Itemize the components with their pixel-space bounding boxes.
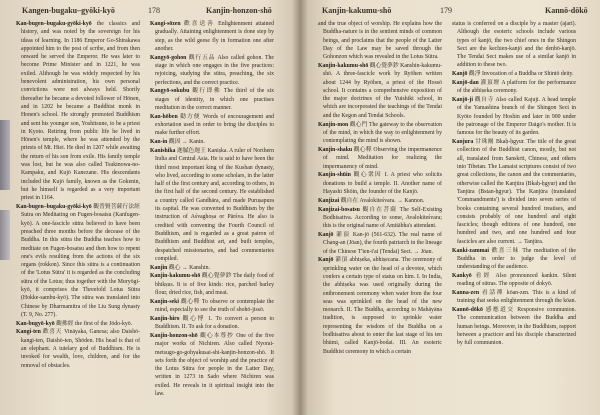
entry-definition: 觀因 → Kanin. (168, 139, 205, 146)
page-number: 178 (148, 6, 160, 15)
entry-definition: 歡喜天 Vināyaka, Ganesa; also Daishō-kangi-ten, Daishō-ten, Shōden. His head is that of an elephant. A tutelary god of Buddhism. He is invoked for wealth, love, children, and for the removal of obstacles. (21, 329, 140, 369)
entry-headword: Kan-bugen–bugaku-gyōki-kyō (16, 204, 94, 211)
entry-definition: status is conferred on a disciple by a master (ajari). Although the esoteric schools include various types of kanjō, the two chief ones in the Shingon Sect are the kechien-kanjō and the denbō-kanjō. The Tendai Sect makes use of a similar kanjō in addition to these two. (452, 21, 576, 69)
entry-definition: 觀心本尊抄 One of the five major works of Nichiren. Also called Nyorai-metsugo-go-gohyakusai-shi-kanjin-honzon-shō. It sets forth the object of worship and the practice of the Lotus Sūtra for people in the Latter Day, written in 1273 in Sado where Nichiren was exiled. He reveals in it spiritual insight into the law. (155, 332, 274, 398)
entry-headword: Kanjizai (318, 197, 341, 204)
entry-definition: 歡喜送善 Enlightenment attained gradually. Attaining enlightenment is done step by step, as the wild geese fly in formation one after another. (155, 21, 274, 52)
entry-headword: Kanjin-shūin (318, 172, 354, 179)
dictionary-entry (318, 121, 442, 146)
entry-definition: 看話禪 kōan-zen. This is a kind of training that seeks enlightenment through the kōan. (457, 290, 576, 305)
dictionary-entry (150, 147, 274, 263)
dictionary-entry (150, 20, 274, 53)
entry-definition: 勸方便 Words of encouragement and exhortation used in order to bring the disciples to make further effort. (155, 113, 274, 137)
entry-headword: Kanki-zammai (452, 247, 492, 254)
dictionary-entry (452, 306, 576, 347)
dictionary-entry (150, 113, 274, 138)
text-column (452, 20, 576, 412)
entry-definition: 觀佛經 the first of the Jōdo-kyō. (56, 320, 133, 327)
entry-definition: 觀自在 Avalokiteśvara. → Kannon. (340, 197, 425, 204)
entry-definition: the classics and history, and was noted by the sovereign for his ideas of learning. In 1186 Emperor Go-Shirakawa appointed him to the post of scribe, and from then onward he served the Emperor. He was later to become Prime Minister and in 1221, he was exiled. Although he was widely respected by his benevolent administration, his own personal convictions were not always held. Shortly thereafter he became a devoted follower of Hōnen, and in 1202 he became a Buddhist monk in Honen's school. He strongly promoted Buddhism and sent his younger son, Yoshitsune, to be a priest in Kyoto. Retiring from public life he lived in Hōnen's temple, where he was attended by the priests of Mt. Hiei. He died in 1207 while awaiting the return of his son from exile. His family temple was lost, but he was also called Tsukinowa-no-Kampaku, and Kujō Kanezane. His descendants included the Kujō family, known as the Gokenin, but he himself is regarded as a very important priest in 1164. (21, 21, 140, 202)
entry-definition: and the true object of worship. He explains how the Buddha-nature is in the sentient minds of common beings, and proclaims that the people of the Latter Day of the Law may be saved through the Gohonzon which was revealed in the Lotus Sūtra. (318, 21, 442, 61)
entry-headword: Kanjō (318, 231, 337, 238)
dictionary-entry (150, 332, 274, 398)
entry-headword: Kanjin-shaku (318, 146, 354, 153)
dictionary-entry (452, 138, 576, 246)
book-gutter (292, 0, 308, 415)
entry-definition: 觀心覺夢鈔 The daily food of bhikṣus. It is of five kinds: rice, parched barley flour, dried rice, fish, and meat. (155, 273, 274, 296)
dictionary-entry (150, 315, 274, 332)
dictionary-entry (318, 206, 442, 231)
entry-definition: 觀淨 Invocation of a Buddha or Shintō deity. (468, 71, 574, 78)
entry-headword: Kanjin-kakumu-shō (318, 62, 370, 69)
entry-definition: 觀心釋 Observing the impermanence of mind. Meditation for realizing the impermanency of mind. (323, 146, 442, 170)
dictionary-entry (452, 70, 576, 78)
entry-headword: Kanjō (318, 257, 336, 264)
entry-headword: Kanishika (150, 147, 177, 154)
dictionary-entry (318, 197, 442, 205)
entry-definition: 觀心博 1. To convert a person to Buddhism. II. To ask for a donation. (155, 315, 274, 331)
entry-headword: Kankyō (452, 272, 476, 279)
entry-headword: Kanjin-honzon-shō (150, 332, 201, 339)
dictionary-entry (318, 62, 442, 120)
entry-definition: 灌頂 abhiṣeka, abhiṣecana. The ceremony of sprinkling water on the head of a devotee, which confers a certain type of status on him. I. In India, the abhiṣeka was used originally during the enthronement ceremony when water from the four seas was sprinkled on the head of the new monarch. II. The Buddha, according to Mahāyāna tradition, is supposed to sprinkle water representing the wisdom of the Buddha on a bodhisattva about to enter the last stage of his ten bhūmi, called Kanjō-bodai. III. An esoteric Buddhist ceremony in which a certain (323, 257, 442, 355)
text-column (150, 20, 274, 412)
entry-headword: Kanjin-hiro (150, 315, 183, 322)
entry-headword: Kanjō (452, 71, 469, 78)
dictionary-entry (16, 328, 140, 369)
entry-headword: Kan-bugyō-kyō (16, 320, 57, 327)
entry-headword: Kanjin-seki (150, 298, 181, 305)
text-column (16, 20, 140, 412)
dictionary-entry (452, 289, 576, 306)
page-number: 179 (440, 6, 452, 15)
dictionary-entry (16, 203, 140, 319)
entry-definition: 觀心釋 To observe or contemplate the mind, especially to see the truth of shohō-jissō. (155, 298, 274, 314)
dictionary-entry (452, 96, 576, 137)
entry-definition: 看經 Also pronounced kankin. Silent reading of sūtras. The opposite of dokyō. (457, 272, 576, 288)
entry-definition: 歡喜三昧 The meditation of the Buddha in order to judge the level of understanding of the audience. (457, 247, 576, 271)
entry-definition: 灌頂 Kan-jō (561-632). The real name of Chang-an (Jōan), the fourth patriarch in the lineage of the Chinese T'ien-t'ai (Tendai) Sect. → Jōan. (323, 231, 442, 255)
entry-definition: 觀普賢菩薩行法經 Sutra on Meditating on Fugen-bosatsu (Kanfugen-kyō). A one-fascicle sūtra believed to have been preached three months before the decease of the Buddha. In this sūtra the Buddha teaches how to meditate on Fugen-bosatsu and then how to repent one's evils resulting from the actions of the six organs (rokkon). Since this sūtra is a continuation of the 'Lotus Sūtra' it is regarded as the concluding sūtra of the Lotus; thus together with the Muryōgi-kyō, it comprises the Threefold Lotus Sūtra (Hokke-sambu-kyō). The sūtra was translated into Chinese by Dharmamitra of the Liu Sung dynasty (T. 9, No. 277). (21, 204, 140, 318)
dictionary-entry (318, 231, 442, 256)
entry-headword: Kanjin-kakumu-shō (150, 273, 202, 280)
dictionary-entry (150, 87, 274, 112)
running-head-left: Kangen-bugaku–gyōki-kyō (22, 6, 115, 15)
entry-headword: Kan-in (150, 139, 169, 146)
dictionary-entry (150, 272, 274, 297)
entry-headword: Kanjō-ji (452, 97, 475, 104)
dictionary-entry (318, 146, 442, 171)
dictionary-entry (150, 264, 274, 272)
entry-headword: Kanjizai-bosatsu (318, 206, 363, 213)
entry-definition: 感應道交 Responsive communion. The communication between the Buddha and human beings. Moreover, in the Buddhism, rapport between a practicer and his disciple characterized by full communion. (457, 307, 576, 347)
entry-headword: Kangi-sōzen (150, 21, 184, 27)
entry-headword: Kangi-ten (16, 329, 43, 336)
entry-definition: 甘珠爾 Bkaḥ-ḥgyur. The title of the great collection of the Buddhist canon, mostly, but not all, translated from Sanskrit, Chinese, and others into Tibetan. The Lamaist scriptures consist of two great collections, the canon and the commentaries, otherwise called the Kanjūra (Bkaḥ-ḥgyur) and the Tanjūra (Bstan-ḥgyur). The Kanjūra (translated 'Commandments') is divided into seven series of books containing several hundred treatises, and consists probably of one hundred and eight fascicles; though editions of one hundred, one hundred and two, and one hundred and four fascicles are also current. → Tanjūra. (457, 139, 576, 245)
dictionary-entry (318, 171, 442, 196)
dictionary-entry (318, 256, 442, 356)
dictionary-entry (452, 79, 576, 96)
right-page (300, 0, 600, 415)
dictionary-entry (452, 20, 576, 70)
dictionary-entry (452, 272, 576, 289)
entry-definition: 觀心覺夢鈔 Kanshin-kakumu-shō. A three-fascicle work by Ryōhen written about 1244 by Ryōhen, a priest of the Hossō school. It contains a comprehensive exposition of the major doctrines of the Yuishiki school, in which are incorporated the teachings of the Tendai and the Kegon and Tendai Schools. (323, 62, 442, 119)
entry-headword: Kan-bugen–bugaku-gyōki-kyō (16, 21, 97, 27)
entry-definition: 灌頂壇 A platform for the performance of the abhiṣeka ceremony. (457, 80, 576, 95)
dictionary-entry (16, 320, 140, 328)
running-head-left: Kanjin-kakumu-shō (322, 6, 392, 15)
entry-definition: 觀心衆因 I. A priest who solicits donations to build a temple. II. Another name of Hayashi Shōin, the founder of the Kanjō. (323, 172, 442, 195)
dictionary-entry (452, 247, 576, 272)
entry-definition: 觀行即佛 The third of the six stages of identity, in which one practises meditation in the correct manner. (155, 88, 274, 111)
entry-headword: Kanjin (150, 264, 169, 271)
dictionary-entry (318, 20, 442, 61)
dictionary-entry (150, 138, 274, 146)
dictionary-entry (150, 54, 274, 87)
text-column (318, 20, 442, 412)
entry-definition: 迦膩色迦王 Kaniṣka. A ruler of Northern India and Central Asia. He is said to have been the third most important king of the Kushan dynasty, who lived, according to some scholars, in the latter half of the first century and, according to others, in the first half of the second century. He established a country called Gandhāra, and made Puruṣapura its capital. He was converted to Buddhism by the instruction of Aśvaghoṣa or Pārśva. He also is credited with convening the Fourth Council of Buddhism, and is regarded as a great patron of Buddhism and Buddhist art, and built temples, despatched missionaries, and had commentaries compiled. (155, 147, 274, 262)
entry-headword: Kanjura (452, 139, 476, 146)
entry-definition: 觀心門 The gateway to the observation of the mind, in which the way to enlightenment by contemplating the mind is shown. (323, 121, 442, 145)
running-head-right: Kannō-dōkō (545, 6, 588, 15)
entry-definition: 觀自寺 Also called Kajuji. A head temple of the Yamashina branch of the Shingon Sect in Kyōto founded by Hoshin and later in 900 under the patronage of the Emperor Daigo's mother. It is famous for the beauty of its garden. (457, 97, 576, 137)
page-tab-marker (0, 120, 10, 190)
page-tab-marker (0, 210, 10, 260)
dictionary-entry (16, 20, 140, 203)
entry-headword: Kanjin-mon (318, 121, 350, 128)
entry-headword: Kanjō-dan (452, 80, 481, 87)
entry-headword: Kangyō-sokubu (150, 88, 193, 95)
running-head-right: Kanjin-honzon-shō (206, 6, 272, 15)
entry-headword: Kannō-dōkō (452, 307, 486, 314)
entry-definition: 觀行五品 Also called gohon. The stage in which one engages in the five practices: rejoicing, studying the sūtra, preaching, the six perfections, and the correct practice. (155, 54, 274, 86)
dictionary-entry (150, 298, 274, 315)
entry-definition: 觀心 → Kanshin. (168, 264, 210, 271)
entry-headword: Kan-hōben (150, 113, 181, 120)
entry-definition: 觀自在菩薩 The Self-Existing Bodhisattva. According to some, Avalokiteśvara; this is the original name of Amitābha's attendant. (323, 206, 442, 230)
entry-headword: Kangyō-gohon (150, 54, 189, 61)
entry-headword: Kanna-zen (452, 290, 482, 296)
